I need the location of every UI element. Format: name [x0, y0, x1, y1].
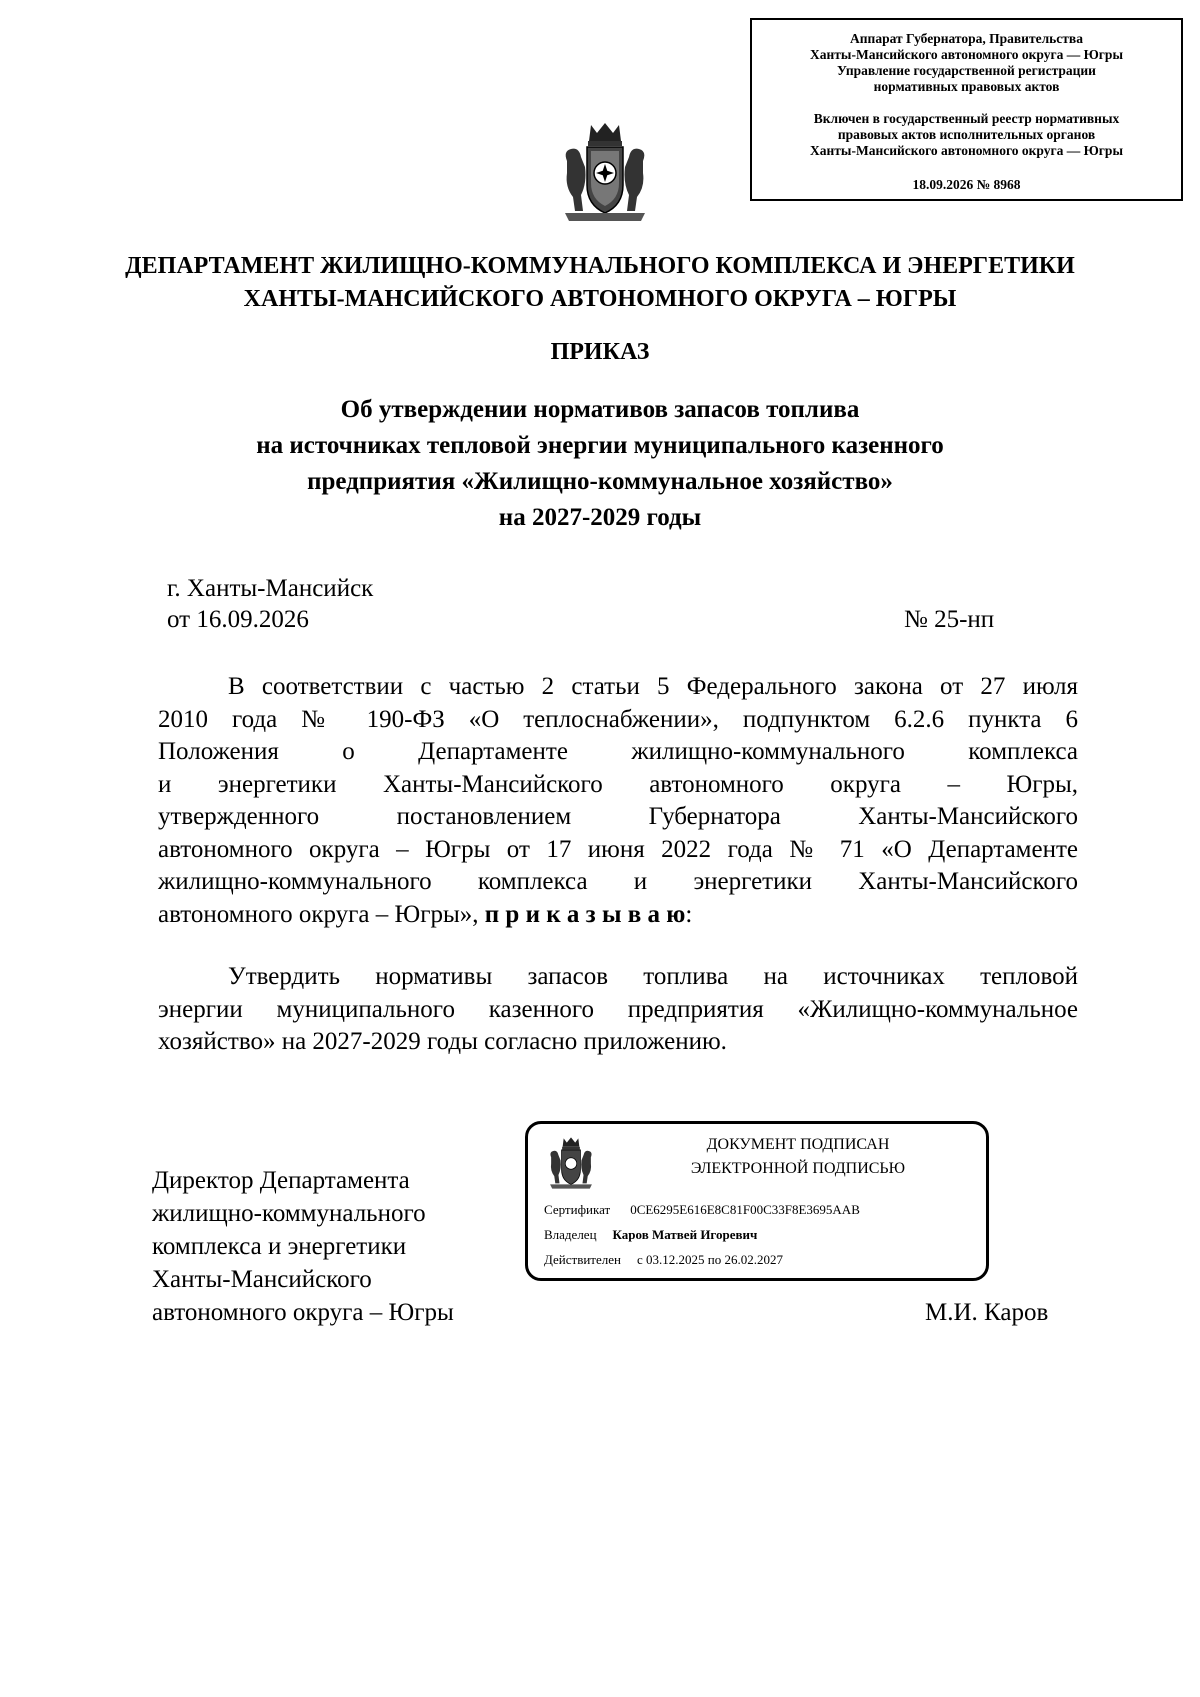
position-line: комплекса и энергетики — [152, 1233, 407, 1260]
esign-owner-row — [544, 1227, 757, 1243]
stamp-line: Управление государственной регистрации — [837, 63, 1096, 78]
certificate-value: 0CE6295E616E8C81F00C33F8E3695AAB — [630, 1202, 860, 1217]
issue-date: от 16.09.2026 — [167, 606, 309, 633]
title-line: на источниках тепловой энергии муниципального казенного — [256, 432, 944, 459]
validity-label: Действителен — [544, 1252, 621, 1267]
preamble-paragraph — [158, 671, 1078, 931]
text-line: и энергетики Ханты-Мансийского автономного округа – Югры, — [158, 770, 1078, 798]
document-number: № 25-нп — [904, 606, 995, 633]
text-line: утвержденного постановлением Губернатора Ханты-Мансийского — [158, 803, 1078, 830]
registration-stamp — [750, 18, 1183, 201]
signer-position — [152, 1164, 454, 1329]
text-line: Положения о Департаменте жилищно-коммунального комплекса — [158, 738, 1078, 765]
coat-of-arms-icon — [561, 121, 649, 223]
text-line: Утвердить нормативы запасов топлива на источниках тепловой — [228, 963, 1078, 990]
stamp-line: правовых актов исполнительных органов — [837, 127, 1096, 142]
position-line: жилищно-коммунального — [152, 1200, 426, 1227]
text-line: автономного округа – Югры от 17 июня 2022 года № 71 «О Департаменте — [158, 835, 1078, 863]
registry-note — [752, 111, 1181, 159]
stamp-line: Аппарат Губернатора, Правительства — [850, 31, 1083, 46]
document-type: ПРИКАЗ — [550, 339, 650, 365]
coat-of-arms-icon — [548, 1136, 594, 1190]
esign-validity-row — [544, 1252, 783, 1268]
organization-name — [0, 250, 1200, 316]
stamp-line: Включен в государственный реестр нормативных — [813, 111, 1120, 126]
issue-place: г. Ханты-Мансийск — [167, 575, 374, 602]
order-word: п р и к а з ы в а ю — [484, 900, 686, 928]
stamp-line: Ханты-Мансийского автономного округа — Югры — [810, 143, 1123, 158]
esign-heading-line: ДОКУМЕНТ ПОДПИСАН — [706, 1136, 890, 1153]
text-line: хозяйство» на 2027-2029 годы согласно приложению. — [158, 1028, 727, 1055]
owner-label: Владелец — [544, 1227, 597, 1242]
text-fragment: автономного округа – Югры», — [158, 900, 485, 928]
esign-heading — [628, 1133, 968, 1181]
text-line: жилищно-коммунального комплекса и энергетики Ханты-Мансийского — [158, 868, 1078, 895]
position-line: Директор Департамента — [152, 1167, 410, 1194]
text-line: 2010 года № 190-ФЗ «О теплоснабжении», подпунктом 6.2.6 пункта 6 — [158, 705, 1078, 733]
registration-number: 18.09.2026 № 8968 — [912, 177, 1021, 192]
certificate-label: Сертификат — [544, 1202, 611, 1217]
org-line: ХАНТЫ-МАНСИЙСКОГО АВТОНОМНОГО ОКРУГА – ЮГРЫ — [243, 286, 957, 312]
order-paragraph — [158, 961, 1078, 1059]
text-line: энергии муниципального казенного предприятия «Жилищно-коммунальное — [158, 995, 1078, 1023]
owner-value: Каров Матвей Игоревич — [612, 1227, 758, 1242]
position-line: Ханты-Мансийского — [152, 1266, 372, 1293]
validity-value: с 03.12.2025 по 26.02.2027 — [636, 1252, 783, 1267]
registration-office — [752, 31, 1181, 95]
document-title — [0, 392, 1200, 536]
text-line — [158, 899, 1078, 932]
text-line: В соответствии с частью 2 статьи 5 Федерального закона от 27 июля — [228, 673, 1078, 700]
esign-certificate-row — [544, 1202, 860, 1218]
title-line: на 2027-2029 годы — [498, 504, 702, 531]
org-line: ДЕПАРТАМЕНТ ЖИЛИЩНО-КОММУНАЛЬНОГО КОМПЛЕКСА И ЭНЕРГЕТИКИ — [125, 253, 1075, 279]
title-line: предприятия «Жилищно-коммунальное хозяйство» — [307, 468, 893, 495]
position-line: автономного округа – Югры — [152, 1299, 454, 1326]
electronic-signature-stamp — [525, 1121, 989, 1281]
stamp-line: Ханты-Мансийского автономного округа — Югры — [810, 47, 1123, 62]
stamp-line: нормативных правовых актов — [873, 79, 1060, 94]
title-line: Об утверждении нормативов запасов топлива — [340, 396, 860, 423]
text-fragment: : — [685, 900, 693, 928]
signer-name: М.И. Каров — [925, 1299, 1049, 1326]
esign-heading-line: ЭЛЕКТРОННОЙ ПОДПИСЬЮ — [690, 1160, 906, 1177]
